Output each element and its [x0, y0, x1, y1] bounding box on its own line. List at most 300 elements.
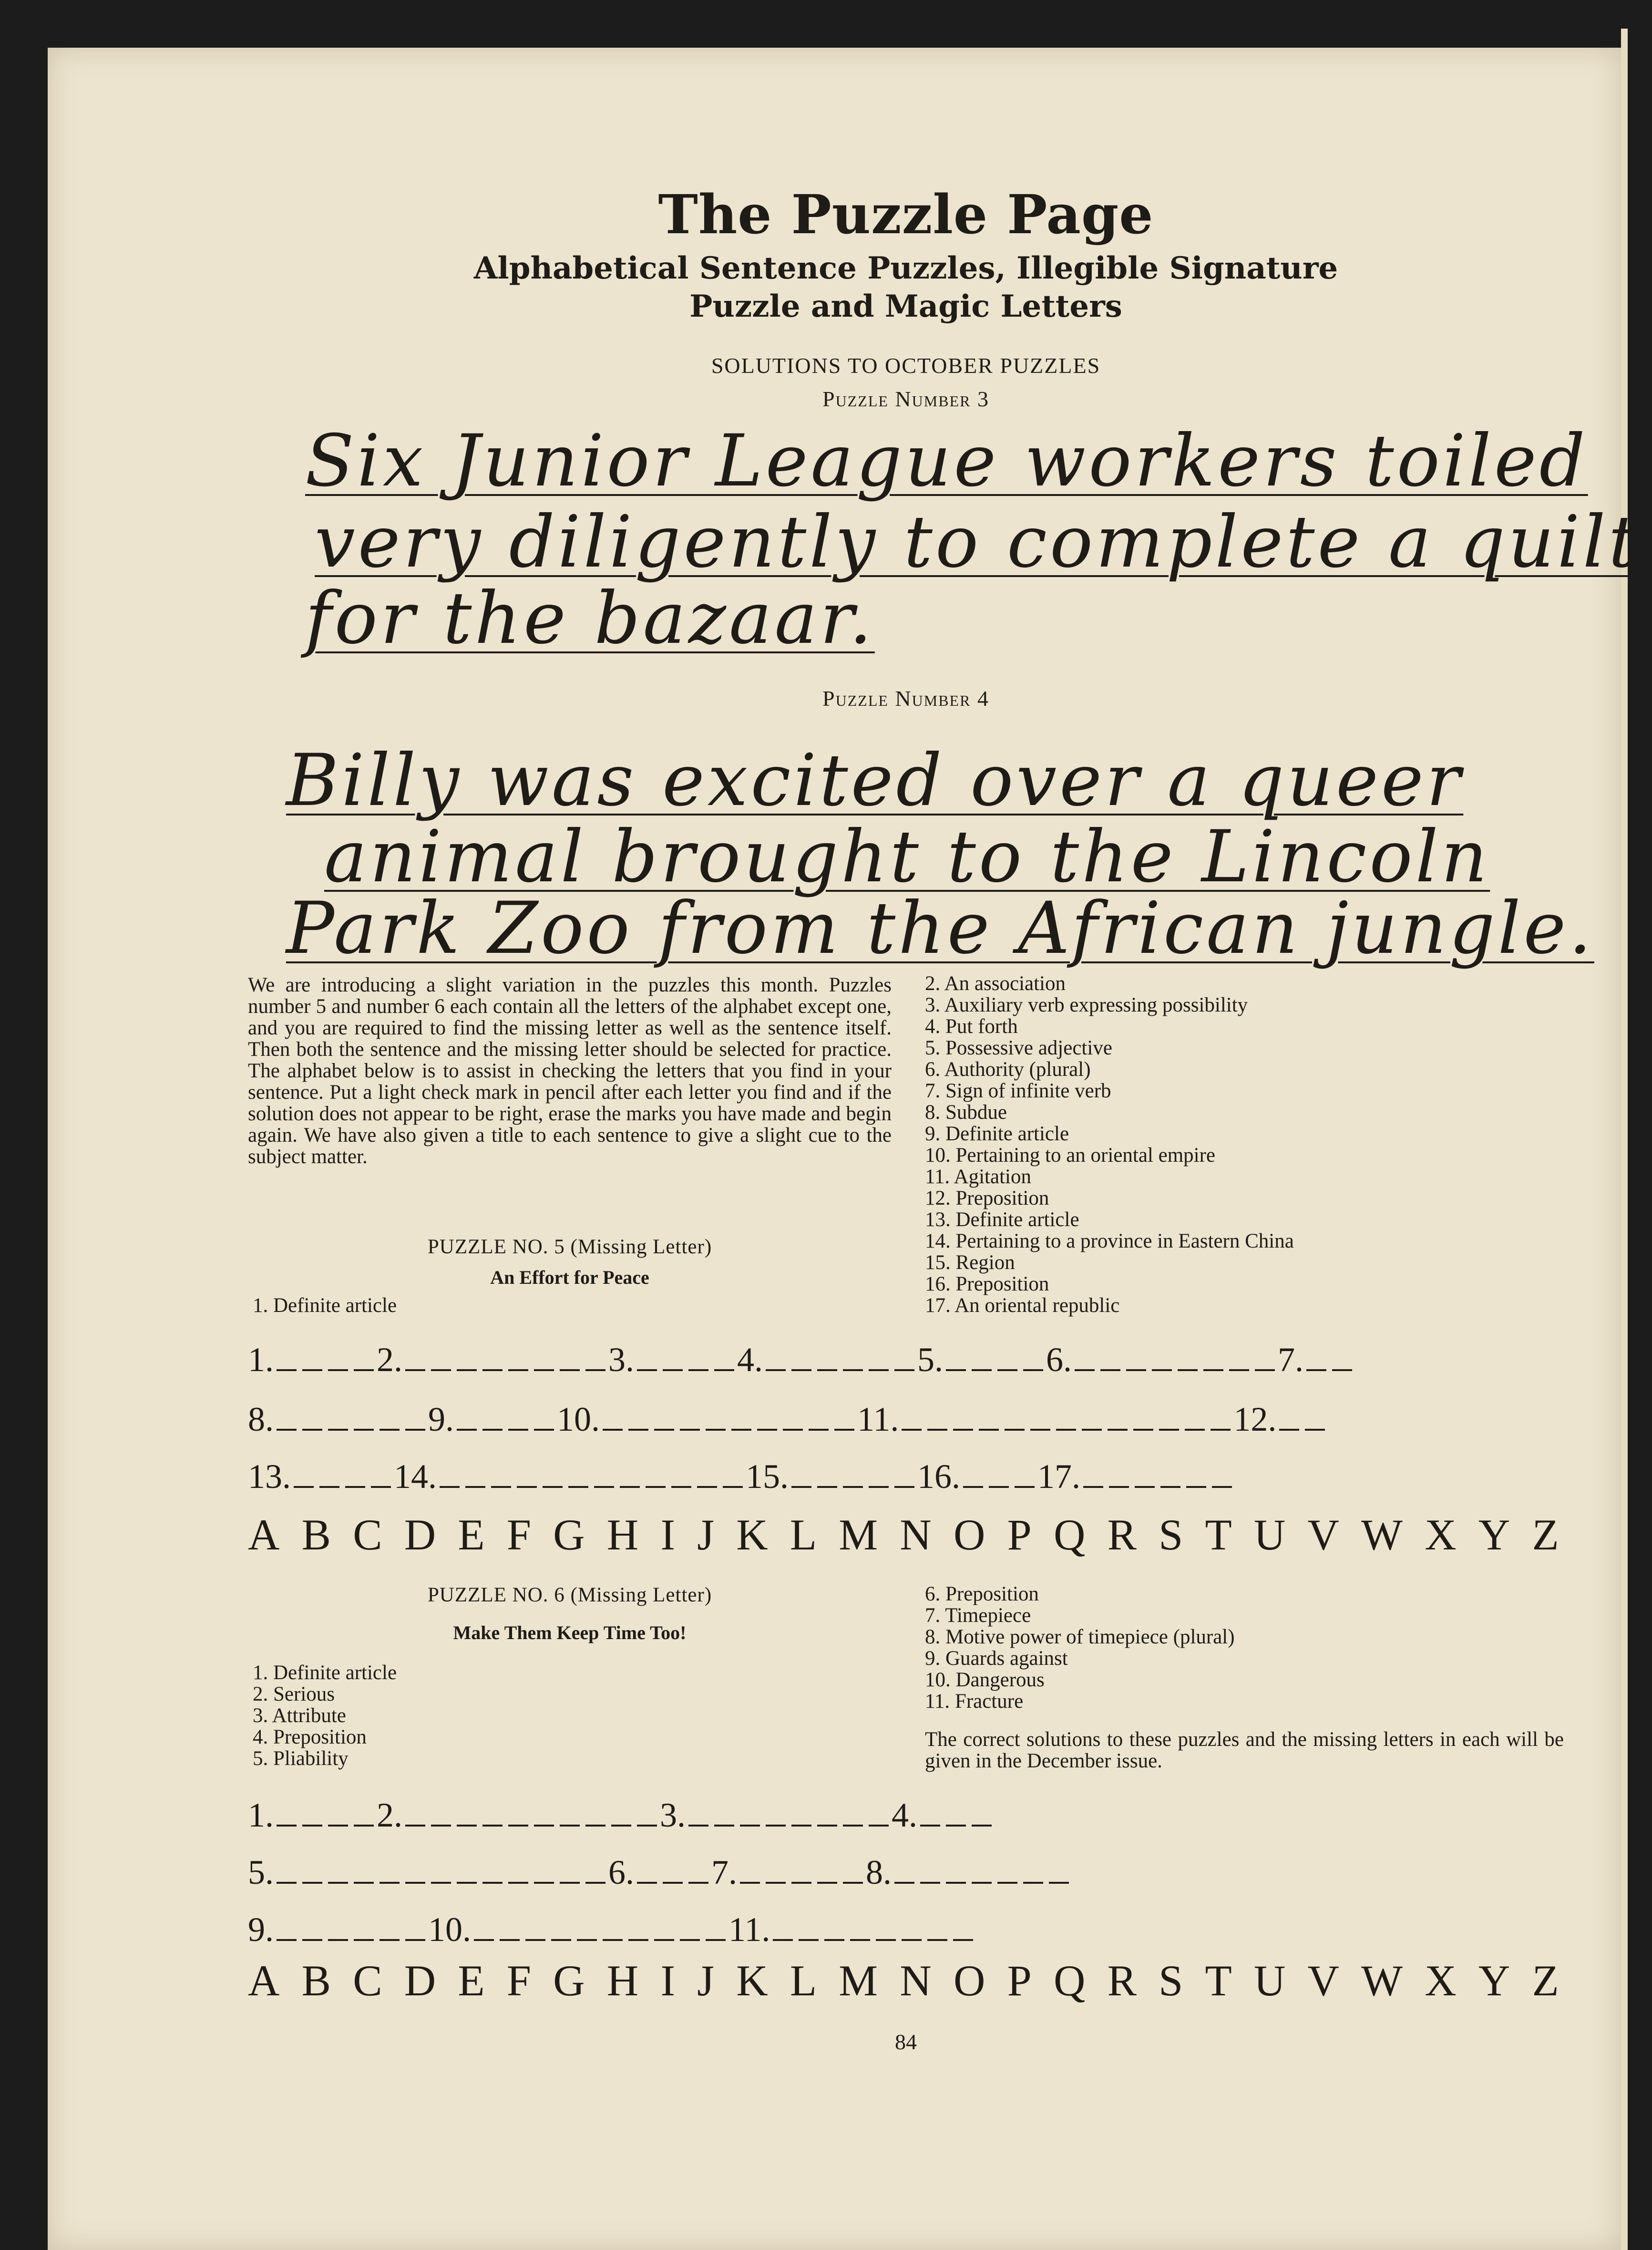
letter-blank[interactable]: [799, 1933, 819, 1941]
clue: 10. Pertaining to an oriental empire: [925, 1144, 1215, 1166]
clue: 16. Preposition: [925, 1273, 1049, 1295]
alphabet-letter[interactable]: N: [900, 1956, 932, 2005]
letter-blank[interactable]: [560, 1363, 580, 1371]
letter-blank[interactable]: [319, 1480, 339, 1488]
alphabet-letter[interactable]: C: [353, 1510, 382, 1559]
letter-blank[interactable]: [902, 1423, 922, 1431]
letter-blank[interactable]: [405, 1423, 425, 1431]
letter-blank[interactable]: [620, 1480, 640, 1488]
alphabet-letter[interactable]: V: [1307, 1510, 1339, 1559]
alphabet-letter[interactable]: F: [506, 1510, 531, 1559]
letter-blank[interactable]: [1023, 1876, 1043, 1884]
letter-blank[interactable]: [791, 1819, 811, 1827]
letter-blank[interactable]: [354, 1876, 374, 1884]
letter-blank[interactable]: [302, 1933, 322, 1941]
alphabet-letter[interactable]: W: [1361, 1956, 1403, 2005]
answer-number: 9.: [248, 1910, 274, 1949]
letter-blank[interactable]: [534, 1363, 554, 1371]
letter-blank[interactable]: [1133, 1423, 1153, 1431]
letter-blank[interactable]: [277, 1363, 297, 1371]
letter-blank[interactable]: [723, 1480, 743, 1488]
alphabet-letter[interactable]: L: [790, 1956, 817, 2005]
letter-blank[interactable]: [1109, 1480, 1129, 1488]
letter-blank[interactable]: [302, 1876, 322, 1884]
clue: 9. Guards against: [925, 1647, 1068, 1670]
letter-blank[interactable]: [543, 1480, 563, 1488]
letter-blank[interactable]: [585, 1876, 605, 1884]
alphabet-checklist-2[interactable]: [248, 1955, 1559, 2006]
letter-blank[interactable]: [560, 1876, 580, 1884]
puzzle4-label: Puzzle Number 4: [822, 686, 989, 711]
alphabet-letter[interactable]: X: [1425, 1956, 1457, 2005]
letter-blank[interactable]: [380, 1933, 400, 1941]
alphabet-letter[interactable]: U: [1253, 1956, 1286, 2005]
alphabet-letter[interactable]: Y: [1478, 1956, 1510, 2005]
letter-blank[interactable]: [371, 1480, 391, 1488]
puzzle5-answer-row-2[interactable]: [248, 1400, 1328, 1439]
letter-blank[interactable]: [525, 1933, 545, 1941]
letter-blank[interactable]: [440, 1480, 460, 1488]
answer-number: 3.: [608, 1341, 634, 1379]
letter-blank[interactable]: [1083, 1480, 1103, 1488]
letter-blank[interactable]: [491, 1480, 511, 1488]
letter-blank[interactable]: [843, 1876, 863, 1884]
alphabet-letter[interactable]: E: [458, 1510, 485, 1559]
letter-blank[interactable]: [551, 1933, 571, 1941]
answer-number: 1.: [248, 1796, 274, 1834]
clue: 8. Motive power of timepiece (plural): [925, 1626, 1235, 1648]
alphabet-letter[interactable]: Y: [1478, 1510, 1510, 1559]
puzzle6-clues-left: [253, 1662, 397, 1769]
letter-blank[interactable]: [517, 1480, 537, 1488]
letter-blank[interactable]: [1203, 1363, 1223, 1371]
letter-blank[interactable]: [671, 1480, 691, 1488]
letter-blank[interactable]: [920, 1819, 940, 1827]
letter-blank[interactable]: [328, 1876, 348, 1884]
letter-blank[interactable]: [740, 1819, 760, 1827]
letter-blank[interactable]: [482, 1876, 503, 1884]
letter-blank[interactable]: [1005, 1423, 1025, 1431]
alphabet-letter[interactable]: Q: [1053, 1956, 1086, 2005]
letter-blank[interactable]: [824, 1933, 844, 1941]
letter-blank[interactable]: [277, 1819, 297, 1827]
letter-blank[interactable]: [560, 1819, 580, 1827]
letter-blank[interactable]: [1332, 1363, 1352, 1371]
alphabet-letter[interactable]: A: [248, 1956, 280, 2005]
letter-blank[interactable]: [328, 1819, 348, 1827]
puzzle4-line-1: Billy was excited over a queer: [286, 739, 1464, 822]
clue: 5. Possessive adjective: [925, 1037, 1112, 1059]
letter-blank[interactable]: [1023, 1363, 1043, 1371]
letter-blank[interactable]: [1135, 1480, 1155, 1488]
letter-blank[interactable]: [997, 1876, 1017, 1884]
clue: 11. Fracture: [925, 1690, 1024, 1713]
letter-blank[interactable]: [834, 1423, 854, 1431]
alphabet-letter[interactable]: L: [790, 1510, 817, 1559]
letter-blank[interactable]: [1255, 1363, 1275, 1371]
alphabet-letter[interactable]: H: [606, 1956, 639, 2005]
letter-blank[interactable]: [328, 1933, 348, 1941]
letter-blank[interactable]: [1015, 1480, 1035, 1488]
letter-blank[interactable]: [457, 1819, 477, 1827]
alphabet-letter[interactable]: P: [1007, 1956, 1032, 2005]
letter-blank[interactable]: [482, 1363, 503, 1371]
letter-blank[interactable]: [1212, 1480, 1232, 1488]
alphabet-letter[interactable]: Q: [1053, 1510, 1086, 1559]
clue: 17. An oriental republic: [925, 1294, 1120, 1317]
clue: 4. Put forth: [925, 1015, 1018, 1038]
letter-blank[interactable]: [534, 1819, 554, 1827]
letter-blank[interactable]: [766, 1363, 786, 1371]
letter-blank[interactable]: [757, 1423, 777, 1431]
alphabet-letter[interactable]: G: [553, 1956, 585, 2005]
letter-blank[interactable]: [740, 1876, 760, 1884]
letter-blank[interactable]: [953, 1423, 973, 1431]
letter-blank[interactable]: [766, 1819, 786, 1827]
letter-blank[interactable]: [637, 1363, 657, 1371]
answer-number: 2.: [377, 1341, 402, 1379]
letter-blank[interactable]: [731, 1423, 751, 1431]
answer-number: 16.: [917, 1457, 960, 1496]
letter-blank[interactable]: [1108, 1423, 1128, 1431]
alphabet-letter[interactable]: M: [839, 1956, 878, 2005]
alphabet-letter[interactable]: B: [301, 1510, 331, 1559]
alphabet-letter[interactable]: T: [1205, 1510, 1232, 1559]
answer-number: 2.: [377, 1796, 402, 1834]
letter-blank[interactable]: [869, 1363, 889, 1371]
puzzle4-line-3: Park Zoo from the African jungle.: [286, 887, 1594, 970]
alphabet-letter[interactable]: G: [553, 1510, 585, 1559]
letter-blank[interactable]: [1075, 1363, 1095, 1371]
letter-blank[interactable]: [585, 1363, 605, 1371]
letter-blank[interactable]: [354, 1819, 374, 1827]
clue: 1. Definite article: [253, 1294, 397, 1317]
letter-blank[interactable]: [843, 1363, 863, 1371]
letter-blank[interactable]: [431, 1876, 451, 1884]
letter-blank[interactable]: [1100, 1363, 1120, 1371]
letter-blank[interactable]: [894, 1480, 914, 1488]
letter-blank[interactable]: [294, 1480, 314, 1488]
letter-blank[interactable]: [817, 1363, 837, 1371]
letter-blank[interactable]: [894, 1363, 914, 1371]
letter-blank[interactable]: [706, 1423, 726, 1431]
letter-blank[interactable]: [457, 1423, 477, 1431]
clue: 2. An association: [925, 972, 1066, 995]
answer-number: 14.: [394, 1457, 437, 1496]
clue: 12. Preposition: [925, 1187, 1049, 1209]
letter-blank[interactable]: [508, 1876, 528, 1884]
letter-blank[interactable]: [1082, 1423, 1102, 1431]
letter-blank[interactable]: [585, 1819, 605, 1827]
letter-blank[interactable]: [809, 1423, 829, 1431]
clue: 3. Auxiliary verb expressing possibility: [925, 994, 1248, 1016]
letter-blank[interactable]: [972, 1876, 992, 1884]
letter-blank[interactable]: [791, 1480, 811, 1488]
letter-blank[interactable]: [380, 1423, 400, 1431]
letter-blank[interactable]: [594, 1480, 614, 1488]
answer-number: 4.: [892, 1796, 917, 1834]
letter-blank[interactable]: [714, 1819, 734, 1827]
letter-blank[interactable]: [972, 1819, 992, 1827]
letter-blank[interactable]: [431, 1819, 451, 1827]
letter-blank[interactable]: [680, 1933, 700, 1941]
clue: 1. Definite article: [253, 1662, 397, 1684]
alphabet-letter[interactable]: O: [953, 1510, 985, 1559]
alphabet-checklist-1[interactable]: [248, 1509, 1559, 1560]
puzzle5-heading: PUZZLE NO. 5 (Missing Letter): [427, 1236, 712, 1258]
clue: 9. Definite article: [925, 1123, 1069, 1145]
clue: 8. Subdue: [925, 1101, 1007, 1124]
letter-blank[interactable]: [663, 1363, 683, 1371]
letter-blank[interactable]: [345, 1480, 365, 1488]
letter-blank[interactable]: [850, 1933, 870, 1941]
page-title: The Puzzle Page: [658, 184, 1154, 246]
letter-blank[interactable]: [474, 1933, 494, 1941]
puzzle5-answer-row-1[interactable]: [248, 1340, 1355, 1380]
letter-blank[interactable]: [953, 1933, 973, 1941]
answer-number: 1.: [248, 1341, 274, 1379]
letter-blank[interactable]: [1211, 1423, 1231, 1431]
letter-blank[interactable]: [688, 1363, 708, 1371]
letter-blank[interactable]: [1030, 1423, 1050, 1431]
alphabet-letter[interactable]: R: [1107, 1510, 1137, 1559]
letter-blank[interactable]: [843, 1819, 863, 1827]
letter-blank[interactable]: [680, 1423, 700, 1431]
alphabet-letter[interactable]: N: [900, 1510, 932, 1559]
letter-blank[interactable]: [946, 1876, 966, 1884]
letter-blank[interactable]: [791, 1876, 811, 1884]
puzzle6-clues-right: [925, 1583, 1235, 1712]
answer-number: 15.: [746, 1457, 789, 1496]
letter-blank[interactable]: [508, 1363, 528, 1371]
letter-blank[interactable]: [963, 1480, 983, 1488]
clue: 10. Dangerous: [925, 1669, 1045, 1691]
clue: 13. Definite article: [925, 1208, 1079, 1231]
letter-blank[interactable]: [302, 1363, 322, 1371]
letter-blank[interactable]: [979, 1423, 999, 1431]
page-subtitle-line2: Puzzle and Magic Letters: [689, 289, 1122, 324]
letter-blank[interactable]: [869, 1819, 889, 1827]
answer-number: 17.: [1037, 1457, 1080, 1496]
letter-blank[interactable]: [465, 1480, 485, 1488]
letter-blank[interactable]: [405, 1363, 425, 1371]
answer-number: 10.: [428, 1910, 471, 1949]
puzzle5-answer-row-3[interactable]: [248, 1457, 1235, 1497]
letter-blank[interactable]: [380, 1876, 400, 1884]
letter-blank[interactable]: [1152, 1363, 1172, 1371]
letter-blank[interactable]: [1306, 1363, 1326, 1371]
letter-blank[interactable]: [646, 1480, 666, 1488]
alphabet-letter[interactable]: I: [660, 1956, 676, 2005]
letter-blank[interactable]: [482, 1423, 503, 1431]
alphabet-letter[interactable]: P: [1007, 1510, 1032, 1559]
letter-blank[interactable]: [1185, 1423, 1205, 1431]
letter-blank[interactable]: [508, 1423, 528, 1431]
puzzle6-answer-row-2[interactable]: [248, 1853, 1072, 1892]
letter-blank[interactable]: [1160, 1480, 1180, 1488]
solutions-heading: SOLUTIONS TO OCTOBER PUZZLES: [711, 353, 1101, 378]
letter-blank[interactable]: [302, 1423, 322, 1431]
letter-blank[interactable]: [773, 1933, 793, 1941]
alphabet-letter[interactable]: A: [248, 1510, 280, 1559]
alphabet-letter[interactable]: X: [1425, 1510, 1457, 1559]
letter-blank[interactable]: [1126, 1363, 1146, 1371]
alphabet-letter[interactable]: S: [1159, 1956, 1183, 2005]
answer-number: 3.: [660, 1796, 686, 1834]
letter-blank[interactable]: [989, 1480, 1009, 1488]
letter-blank[interactable]: [611, 1819, 631, 1827]
alphabet-letter[interactable]: O: [953, 1956, 985, 2005]
alphabet-letter[interactable]: D: [404, 1510, 436, 1559]
letter-blank[interactable]: [534, 1876, 554, 1884]
letter-blank[interactable]: [894, 1876, 914, 1884]
letter-blank[interactable]: [603, 1423, 623, 1431]
letter-blank[interactable]: [688, 1876, 708, 1884]
letter-blank[interactable]: [946, 1819, 966, 1827]
letter-blank[interactable]: [277, 1423, 297, 1431]
letter-blank[interactable]: [783, 1423, 803, 1431]
letter-blank[interactable]: [697, 1480, 717, 1488]
answer-number: 8.: [866, 1853, 892, 1891]
letter-blank[interactable]: [1279, 1423, 1299, 1431]
letter-blank[interactable]: [1178, 1363, 1198, 1371]
letter-blank[interactable]: [972, 1363, 992, 1371]
answer-number: 7.: [1278, 1341, 1303, 1379]
alphabet-letter[interactable]: F: [506, 1956, 531, 2005]
letter-blank[interactable]: [654, 1423, 674, 1431]
clue: 7. Sign of infinite verb: [925, 1080, 1111, 1102]
letter-blank[interactable]: [508, 1819, 528, 1827]
letter-blank[interactable]: [277, 1876, 297, 1884]
letter-blank[interactable]: [302, 1819, 322, 1827]
letter-blank[interactable]: [628, 1423, 648, 1431]
answer-number: 5.: [248, 1853, 274, 1891]
letter-blank[interactable]: [902, 1933, 922, 1941]
clue: 2. Serious: [253, 1683, 335, 1705]
letter-blank[interactable]: [946, 1363, 966, 1371]
alphabet-letter[interactable]: B: [301, 1956, 331, 2005]
letter-blank[interactable]: [405, 1933, 425, 1941]
letter-blank[interactable]: [637, 1876, 657, 1884]
alphabet-letter[interactable]: E: [458, 1956, 485, 2005]
letter-blank[interactable]: [405, 1876, 425, 1884]
answer-number: 11.: [857, 1400, 899, 1438]
letter-blank[interactable]: [927, 1423, 947, 1431]
alphabet-letter[interactable]: K: [736, 1956, 768, 2005]
alphabet-letter[interactable]: R: [1107, 1956, 1137, 2005]
puzzle3-line-3: for the bazaar.: [305, 577, 875, 660]
letter-blank[interactable]: [706, 1933, 726, 1941]
letter-blank[interactable]: [920, 1876, 940, 1884]
letter-blank[interactable]: [328, 1363, 348, 1371]
letter-blank[interactable]: [843, 1480, 863, 1488]
letter-blank[interactable]: [1056, 1423, 1076, 1431]
letter-blank[interactable]: [876, 1933, 896, 1941]
letter-blank[interactable]: [817, 1819, 837, 1827]
letter-blank[interactable]: [1305, 1423, 1325, 1431]
intro-paragraph: We are introducing a slight variation in the puzzles this month. Puzzles number 5 and number 6 each contain all the letters of the alphabet except one, and you are required to find the missing letter as well as the sentence itself. Then both the sentence and the missing letter should be selected for practice. The alphabet below is to assist in checking the letters that you find in your sentence. Put a light check mark in pencil after each letter you find and if the solution does not appear to be right, erase the marks you have made and begin again. We have also given a title to each sentence to give a slight cue to the subject matter.: [248, 974, 892, 1168]
letter-blank[interactable]: [817, 1480, 837, 1488]
alphabet-letter[interactable]: D: [404, 1956, 436, 2005]
alphabet-letter[interactable]: W: [1361, 1510, 1403, 1559]
letter-blank[interactable]: [354, 1363, 374, 1371]
answer-number: 13.: [248, 1457, 291, 1496]
letter-blank[interactable]: [927, 1933, 947, 1941]
letter-blank[interactable]: [637, 1819, 657, 1827]
letter-blank[interactable]: [869, 1480, 889, 1488]
alphabet-letter[interactable]: I: [660, 1510, 676, 1559]
clue: 14. Pertaining to a province in Eastern China: [925, 1230, 1294, 1252]
alphabet-letter[interactable]: J: [697, 1956, 715, 2005]
letter-blank[interactable]: [997, 1363, 1017, 1371]
alphabet-letter[interactable]: K: [736, 1510, 768, 1559]
letter-blank[interactable]: [654, 1933, 674, 1941]
alphabet-letter[interactable]: T: [1205, 1956, 1232, 2005]
puzzle6-note: The correct solutions to these puzzles and the missing letters in each will be given in the December issue.: [925, 1728, 1564, 1772]
alphabet-letter[interactable]: Z: [1532, 1956, 1559, 2005]
letter-blank[interactable]: [354, 1933, 374, 1941]
answer-number: 8.: [248, 1400, 274, 1438]
letter-blank[interactable]: [328, 1423, 348, 1431]
alphabet-letter[interactable]: C: [353, 1956, 382, 2005]
alphabet-letter[interactable]: J: [697, 1510, 715, 1559]
clue: 4. Preposition: [253, 1726, 367, 1748]
alphabet-letter[interactable]: Z: [1532, 1510, 1559, 1559]
letter-blank[interactable]: [277, 1933, 297, 1941]
letter-blank[interactable]: [663, 1876, 683, 1884]
puzzle5-clues-left: [253, 1295, 397, 1316]
letter-blank[interactable]: [688, 1819, 708, 1827]
letter-blank[interactable]: [568, 1480, 588, 1488]
letter-blank[interactable]: [628, 1933, 648, 1941]
alphabet-letter[interactable]: U: [1253, 1510, 1286, 1559]
puzzle6-heading: PUZZLE NO. 6 (Missing Letter): [427, 1584, 712, 1606]
answer-number: 4.: [737, 1341, 763, 1379]
alphabet-letter[interactable]: M: [839, 1510, 878, 1559]
letter-blank[interactable]: [714, 1363, 734, 1371]
alphabet-letter[interactable]: V: [1307, 1956, 1339, 2005]
letter-blank[interactable]: [1159, 1423, 1179, 1431]
puzzle5-title: An Effort for Peace: [490, 1267, 649, 1288]
letter-blank[interactable]: [791, 1363, 811, 1371]
letter-blank[interactable]: [1229, 1363, 1249, 1371]
clue: 5. Pliability: [253, 1747, 349, 1770]
letter-blank[interactable]: [766, 1876, 786, 1884]
answer-number: 11.: [729, 1910, 770, 1949]
letter-blank[interactable]: [1049, 1876, 1069, 1884]
letter-blank[interactable]: [1186, 1480, 1206, 1488]
page-subtitle-line1: Alphabetical Sentence Puzzles, Illegible Signature: [473, 250, 1338, 286]
letter-blank[interactable]: [405, 1819, 425, 1827]
puzzle6-answer-row-1[interactable]: [248, 1796, 995, 1835]
alphabet-letter[interactable]: H: [606, 1510, 639, 1559]
clue: 3. Attribute: [253, 1704, 346, 1727]
letter-blank[interactable]: [603, 1933, 623, 1941]
letter-blank[interactable]: [457, 1876, 477, 1884]
letter-blank[interactable]: [577, 1933, 597, 1941]
letter-blank[interactable]: [457, 1363, 477, 1371]
puzzle4-line-2: animal brought to the Lincoln: [324, 815, 1490, 898]
letter-blank[interactable]: [482, 1819, 503, 1827]
letter-blank[interactable]: [817, 1876, 837, 1884]
alphabet-letter[interactable]: S: [1159, 1510, 1183, 1559]
letter-blank[interactable]: [354, 1423, 374, 1431]
letter-blank[interactable]: [534, 1423, 554, 1431]
letter-blank[interactable]: [431, 1363, 451, 1371]
letter-blank[interactable]: [500, 1933, 520, 1941]
puzzle6-answer-row-3[interactable]: [248, 1910, 976, 1950]
page-number: 84: [895, 2030, 917, 2054]
